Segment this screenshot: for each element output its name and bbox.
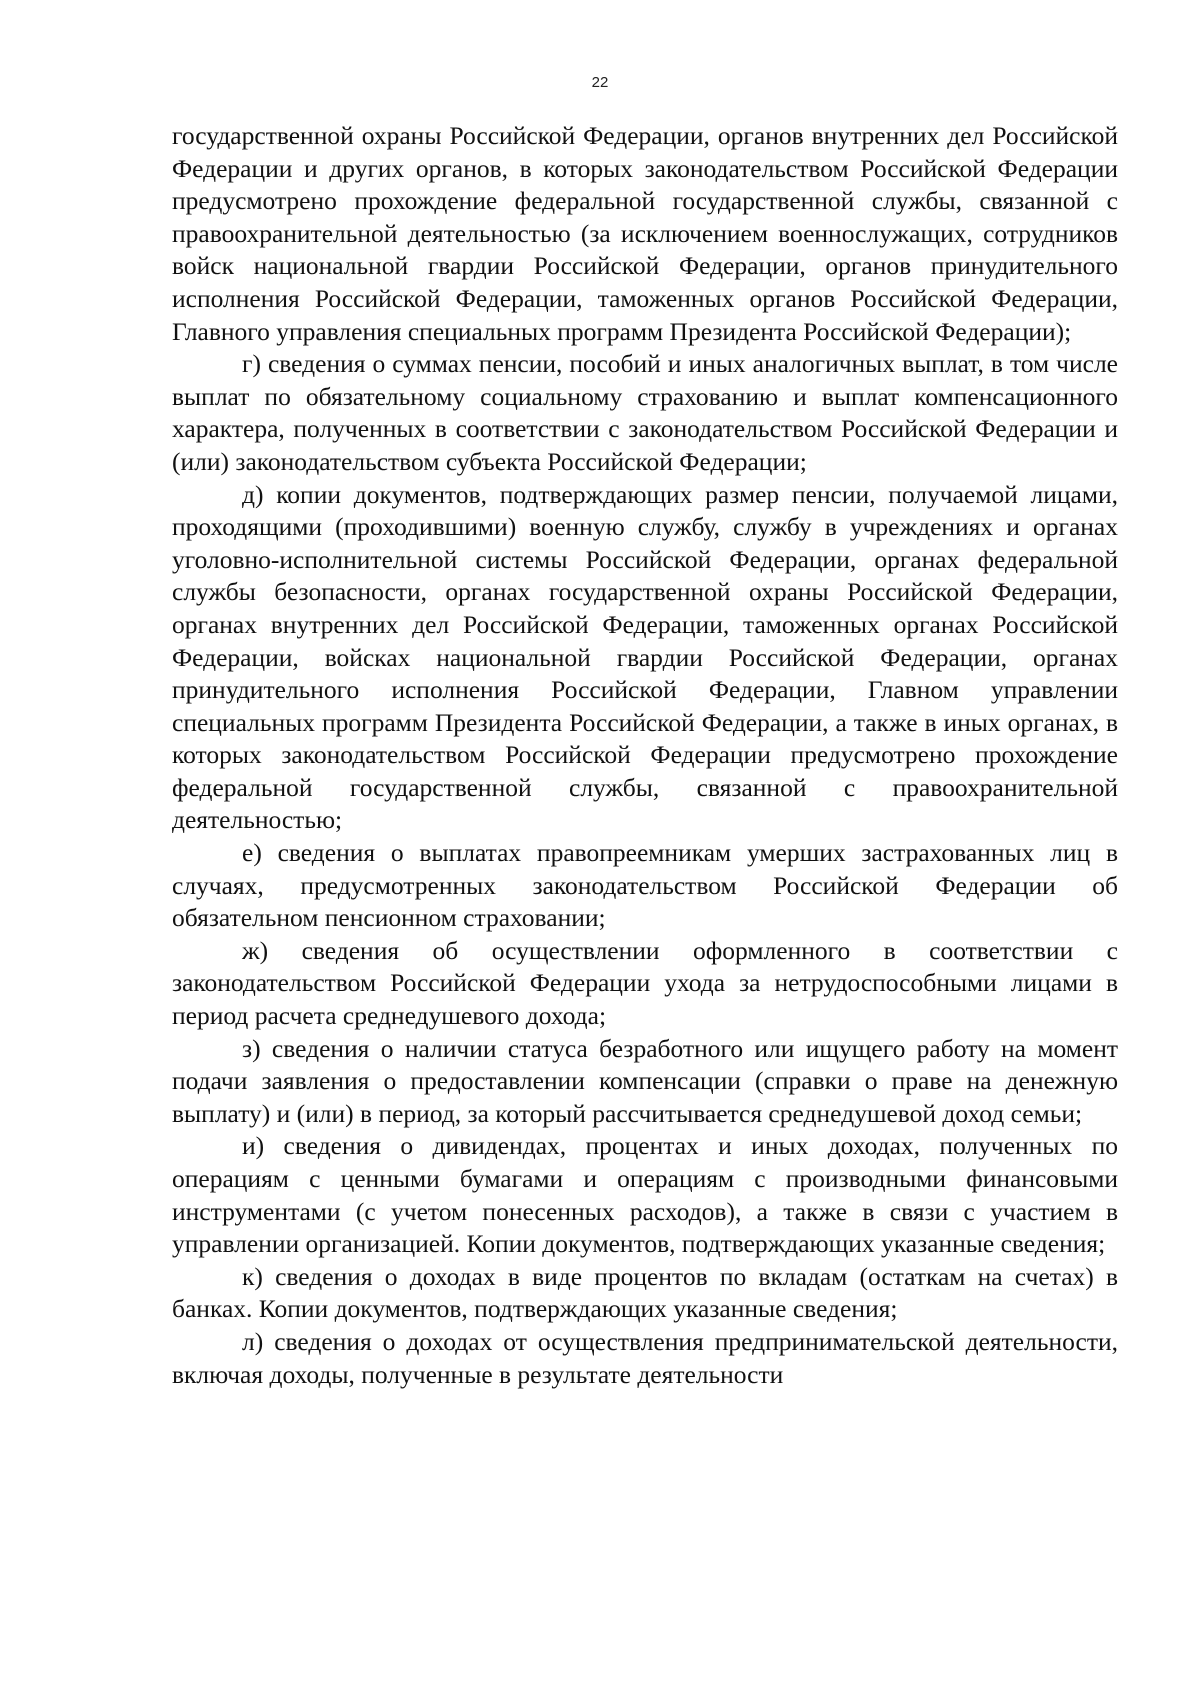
paragraph-continuation: государственной охраны Российской Федерации, органов внутренних дел Российской Федерации и других органов, в которых законодательством Российской Федерации предусмотрено прохождение федеральной государственной службы, связанной с правоохранительной деятельностью (за исключением военнослужащих, сотрудников войск национальной гвардии Российской Федерации, органов принудительного исполнения Российской Федерации, таможенных органов Российской Федерации, Главного управления специальных программ Президента Российской Федерации); [172, 121, 1118, 346]
paragraph-item-z: з) сведения о наличии статуса безработного или ищущего работу на момент подачи заявления о предоставлении компенсации (справки о праве на денежную выплату) и (или) в период, за который рассчитывается среднедушевой доход семьи; [172, 1033, 1118, 1128]
paragraph-item-g: г) сведения о суммах пенсии, пособий и иных аналогичных выплат, в том числе выплат по обязательному социальному страхованию и выплат компенсационного характера, полученных в соответствии с законодательством Российской Федерации и (или) законодательством субъекта Российской Федерации; [172, 349, 1118, 476]
paragraph-item-zh: ж) сведения об осуществлении оформленного в соответствии с законодательством Российской Федерации ухода за нетрудоспособными лицами в период расчета среднедушевого дохода; [172, 935, 1118, 1031]
paragraph-item-d: д) копии документов, подтверждающих размер пенсии, получаемой лицами, проходящими (проходившими) военную службу, службу в учреждениях и органах уголовно-исполнительной системы Российской Федерации, органах федеральной службы безопасности, органах государственной охраны Российской Федерации, органах внутренних дел Российской Федерации, таможенных органах Российской Федерации, войсках национальной гвардии Российской Федерации, органах принудительного исполнения Российской Федерации, Главном управлении специальных программ Президента Российской Федерации, а также в иных органах, в которых законодательством Российской Федерации предусмотрено прохождение федеральной государственной службы, связанной с правоохранительной деятельностью; [172, 479, 1118, 835]
page-number: 22 [591, 74, 609, 91]
paragraph-item-i: и) сведения о дивидендах, процентах и иных доходах, полученных по операциям с ценными бумагами и операциям с производными финансовыми инструментами (с учетом понесенных расходов), а также в связи с участием в управлении организацией. Копии документов, подтверждающих указанные сведения; [172, 1131, 1118, 1259]
paragraph-item-e: е) сведения о выплатах правопреемникам умерших застрахованных лиц в случаях, предусмотренных законодательством Российской Федерации об обязательном пенсионном страховании; [172, 838, 1118, 933]
paragraph-item-l: л) сведения о доходах от осуществления предпринимательской деятельности, включая доходы, полученные в результате деятельности [172, 1326, 1118, 1389]
document-body [172, 120, 1118, 1391]
paragraph-item-k: к) сведения о доходах в виде процентов по вкладам (остаткам на счетах) в банках. Копии документов, подтверждающих указанные сведения; [172, 1261, 1118, 1324]
